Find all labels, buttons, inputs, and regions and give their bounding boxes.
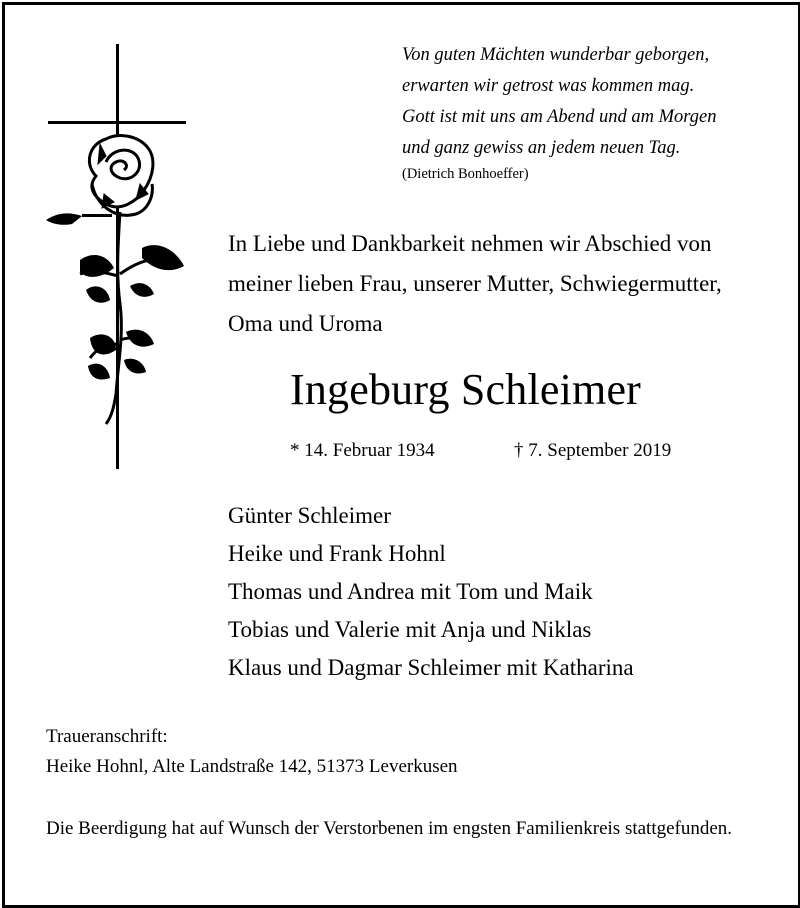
intro-line: Oma und Uroma (228, 311, 383, 336)
family-member: Tobias und Valerie mit Anja und Niklas (228, 617, 592, 642)
family-member: Klaus und Dagmar Schleimer mit Katharina (228, 655, 634, 680)
poem (402, 40, 782, 164)
poem-line: und ganz gewiss an jedem neuen Tag. (402, 138, 681, 158)
poem-line: erwarten wir getrost was kommen mag. (402, 76, 695, 96)
poem-line: Von guten Mächten wunderbar geborgen, (402, 45, 710, 65)
family-member: Heike und Frank Hohnl (228, 541, 446, 566)
family-member: Thomas und Andrea mit Tom und Maik (228, 579, 593, 604)
deceased-name: Ingeburg Schleimer (290, 365, 642, 414)
rose-leaf-top-left (46, 213, 112, 224)
cross-with-rose-icon (44, 44, 194, 469)
family-list (228, 497, 768, 687)
address-label: Traueranschrift: (46, 726, 168, 747)
funeral-note: Die Beerdigung hat auf Wunsch der Verstorbenen im engsten Familienkreis stattgefunden. (46, 818, 733, 839)
intro-line: meiner lieben Frau, unserer Mutter, Schwiegermutter, (228, 271, 722, 296)
address-value: Heike Hohnl, Alte Landstraße 142, 51373 Leverkusen (46, 756, 458, 777)
poem-attribution: (Dietrich Bonhoeffer) (402, 166, 529, 182)
rose-stem (80, 212, 160, 424)
intro-line: In Liebe und Dankbarkeit nehmen wir Abschied von (228, 231, 712, 256)
family-member: Günter Schleimer (228, 503, 391, 528)
death-date: † 7. September 2019 (514, 440, 672, 461)
mourning-address (46, 722, 458, 782)
poem-line: Gott ist mit uns am Abend und am Morgen (402, 107, 717, 127)
cross-horizontal-beam (48, 121, 186, 124)
birth-date: * 14. Februar 1934 (290, 440, 435, 461)
rose-blossom (89, 136, 153, 216)
farewell-intro (228, 224, 788, 344)
